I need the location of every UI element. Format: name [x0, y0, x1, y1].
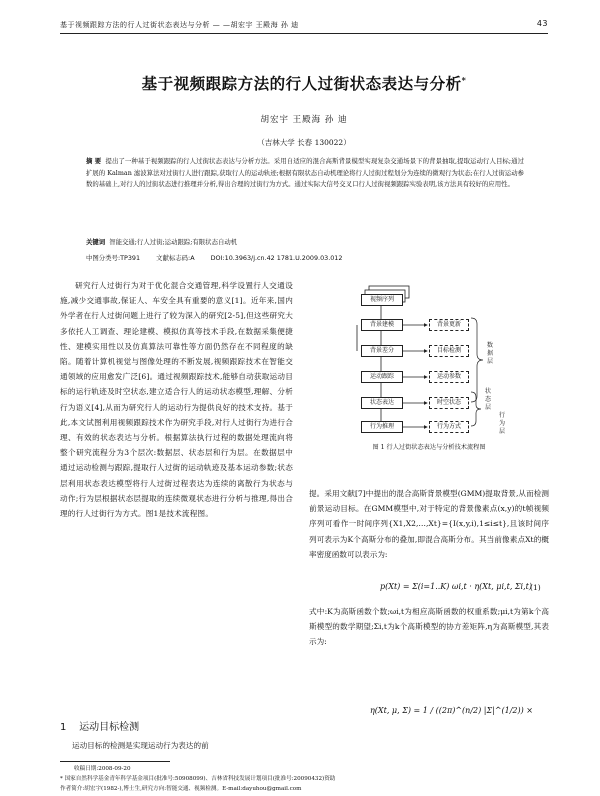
title-footnote-mark: *: [461, 74, 467, 85]
figure-caption: 图 1 行人过街状态表达与分析技术流程图: [372, 444, 486, 451]
clc-number: 中图分类号:TP391: [86, 254, 141, 262]
affiliation: （吉林大学 长春 130022）: [257, 138, 351, 147]
keywords-text: 智能交通;行人过街;运动跟踪;有限状态自动机: [109, 238, 238, 246]
right-column-mid: [309, 604, 549, 650]
footnote-fund: * 国家自然科学基金青年科学基金项目(批准号:50908099)、吉林省科技发展计划项目(批准号:20090432)资助: [60, 776, 336, 782]
equation-2: η(Xt, μ, Σ) = 1 / ((2π)^(n/2) |Σ|^(1/2)) ×: [370, 706, 534, 715]
layer-behavior-label: 行为层: [499, 412, 506, 435]
right-column-top: [309, 486, 549, 562]
box-target-detect: 目标检测: [429, 345, 469, 357]
box-time-state: 时空状态: [429, 397, 469, 409]
paper-title: [60, 72, 548, 94]
body-paragraph: 提。采用文献[7]中提出的混合高斯背景模型(GMM)提取背景,从而检测前景运动目标。在GMM模型中,对于特定的背景像素点(x,y)的t帧视频序列可看作一时间序列{X1,X2,…,Xt}={I(x,y,i),1≤i≤t},且该时间序列可表示为K个高斯分布的叠加,即混合高斯分布。其当前像素点Xt的概率密度函数可以表示为:: [309, 489, 549, 559]
layer-data-label: 数据层: [487, 342, 494, 365]
layer-state-label: 状态层: [485, 388, 492, 411]
box-fg-extract: 背景差分: [361, 345, 403, 357]
equation-1: p(Xt) = Σ(i=1..K) ωi,t · η(Xt, μi,t, Σi,t): [380, 582, 532, 591]
body-paragraph: 式中:K为高斯函数个数;ωi,t为相应高斯函数的权重系数;μi,t为第k个高斯模型的数学期望;Σi,t为k个高斯模型的协方差矩阵,η为高斯模型,其表示为:: [309, 607, 549, 647]
abstract-label: 摘 要: [86, 157, 102, 165]
brace-state: [471, 392, 481, 426]
title-text: 基于视频跟踪方法的行人过街状态表达与分析: [141, 74, 462, 93]
figure-connectors: [309, 284, 549, 439]
running-title: 基于视频跟踪方法的行人过街状态表达与分析 — —胡宏宇 王殿海 孙 迪: [60, 21, 299, 29]
brace-data: [471, 318, 483, 402]
figure-1: [309, 284, 549, 439]
footnote-received: 收稿日期:2008-09-20: [74, 766, 131, 772]
box-behavior-state: 行为方式: [429, 421, 469, 433]
box-state-model: 状态表达: [361, 397, 403, 409]
page-number: 43: [536, 19, 548, 28]
footnotes: [60, 764, 550, 794]
footnote-author: 作者简介:胡宏宇(1982-),博士生,研究方向:智能交通、视频检测。E-mail:dayuhou@gmail.com: [60, 786, 302, 792]
section-first-line: 运动目标的检测是实现运动行为表达的前: [72, 741, 209, 750]
section-heading: [60, 718, 139, 733]
box-video: 视频序列: [361, 294, 403, 306]
classification-line: [86, 253, 524, 262]
box-track: 运动跟踪: [361, 371, 403, 383]
box-traj: 运动参数: [429, 371, 469, 383]
keywords: [86, 237, 524, 246]
abstract: [86, 156, 524, 191]
section-title: 运动目标检测: [79, 722, 140, 733]
footnote-rule: [60, 761, 170, 762]
abstract-text: 提出了一种基于视频跟踪的行人过街状态表达与分析方法。采用自适应的混合高斯背景模型实现复杂交通场景下的背景抽取,提取运动行人目标;通过扩展的 Kalman 滤波算法对过街行人进行跟踪,获取行人的运动轨迹;根据有限状态自动机理论将行人过街过程划分为连续的微观行为状态;在行人过街运动参数的基础上,对行人的过街状态进行推理并分析,得出合理的过街行为方式。通过实际大信号交叉口行人过街视频跟踪实验表明,该方法具有较好的应用性。: [86, 157, 524, 189]
keywords-label: 关键词: [86, 238, 106, 246]
left-column-body: [60, 278, 293, 521]
box-bg-model: 背景建模: [361, 319, 403, 331]
document-code: 文献标志码:A: [156, 254, 195, 262]
box-bg-update: 背景更新: [429, 319, 469, 331]
equation-1-number: (1): [530, 583, 541, 592]
authors: 胡宏宇 王殿海 孙 迪: [260, 115, 348, 125]
box-behavior: 行为推理: [361, 421, 403, 433]
running-header: [60, 20, 548, 34]
doi: DOI:10.3963/j.cn.42 1781.U.2009.03.012: [210, 254, 343, 262]
section-number: 1: [60, 722, 67, 733]
body-paragraph: 研究行人过街行为对于优化混合交通管理,科学设置行人交通设施,减少交通事故,保证人、车安全具有重要的意义[1]。近年来,国内外学者在行人过街问题上进行了较为深入的研究[2-5],但这些研究大多依托人工调查、理论建模、模拟仿真等技术手段,在数据采集便捷性、建模实用性以及仿真算法可靠性等方面仍然存在不同程度的缺陷。随着计算机视觉与图像处理的不断发展,视频跟踪技术在智能交通领域的应用愈发广泛[6]。通过视频跟踪技术,能够自动获取运动目标的运行轨迹及时空状态,建立适合行人的运动状态模型,理解、分析行为语义[4],从而为研究行人的运动行为提供良好的技术支持。基于此,本文试图利用视频跟踪技术作为研究手段,对行人过街行为进行合理、有效的状态表达与分析。根据算法执行过程的数据处理流向将整个研究流程分为3个层次:数据层、状态层和行为层。在数据层中通过运动检测与跟踪,提取行人过街的运动轨迹及基本运动参数;状态层利用状态表达模型将行人过街过程表达为连续的离散行为状态与动作;行为层根据状态层提取的连续微观状态进行分析与推理,得出合理的行人过街行为方式。图1是技术流程图。: [60, 281, 293, 519]
